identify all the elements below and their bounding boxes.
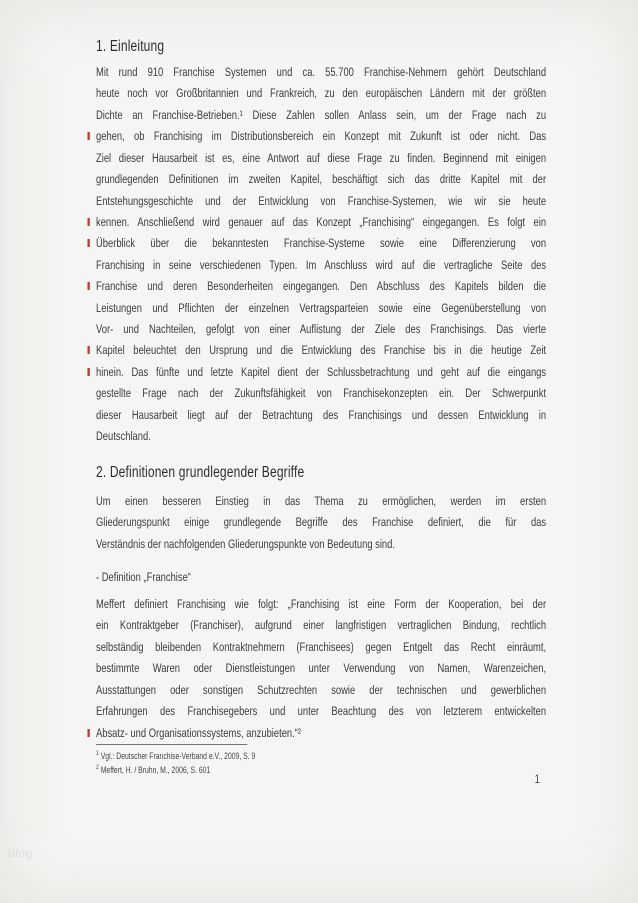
text-line: Leistungen und Pflichten der einzelnen Vertragsparteien sowie eine Gegenüberstellung von (96, 300, 547, 315)
text-line: heute noch vor Großbritannien und Frankreich, zu den europäischen Ländern mit der größten (96, 86, 547, 101)
page-number: 1 (534, 772, 540, 786)
text-line: Deutschland. (96, 429, 151, 444)
text-line: Franchising in seine verschiedenen Typen. Im Anschluss wird auf die vertragliche Seite des (96, 257, 547, 272)
text-line: Vor- und Nachteilen, gefolgt von einer Auflistung der Ziele des Franchisings. Das vierte (96, 322, 547, 337)
text-line: Erfahrungen des Franchisegebers und unter Beachtung des von letzterem entwickelten (96, 704, 547, 719)
text-line: Mit rund 910 Franchise Systemen und ca. 55.700 Franchise-Nehmern gehört Deutschland (96, 65, 547, 79)
footnote-2-number: 2 (96, 764, 99, 772)
page-content (96, 0, 546, 903)
text-line: Gliederungspunkt einige grundlegende Begriffe des Franchise definiert, die für das (96, 515, 547, 530)
text-line: Meffert definiert Franchising wie folgt: „Franchising ist eine Form der Kooperation, bei der (96, 597, 547, 611)
definition-label: - Definition „Franchise“ (96, 570, 191, 584)
footnote-1 (96, 748, 546, 762)
footnote-1-number: 1 (96, 750, 99, 757)
text-line: grundlegenden Definitionen im zweiten Kapitel, beschäftigt sich das dritte Kapitel mit der (96, 172, 547, 187)
definition-paragraph (96, 594, 546, 744)
section-1-heading: 1. Einleitung (96, 38, 165, 55)
footnote-2 (96, 762, 546, 776)
footnote-divider (96, 744, 247, 745)
text-line: Absatz- und Organisationssystems, anzubieten.“² (96, 723, 546, 744)
text-line: Ziel dieser Hausarbeit ist es, eine Antwort auf diese Frage zu finden. Beginnend mit einigen (96, 150, 547, 165)
text-line: selbständig bleibenden Kontraktnehmern (Franchisees) gegen Entgelt das Recht einräumt, (96, 639, 547, 654)
text-line: Verständnis der nachfolgenden Gliederungspunkte von Bedeutung sind. (96, 536, 395, 551)
text-line: Überblick über die bekanntesten Franchise-Systeme sowie eine Differenzierung von (96, 233, 546, 254)
section-2-heading: 2. Definitionen grundlegender Begriffe (96, 464, 305, 481)
footnote-1-text: Vgl.: Deutscher Franchise-Verband e.V., 2009, S. 9 (100, 750, 256, 761)
text-line: Entstehungsgeschichte und der Entwicklung von Franchise-Systemen, wie wir sie heute (96, 193, 547, 208)
text-line: Um einen besseren Einstieg in das Thema zu ermöglichen, werden im ersten (96, 494, 547, 508)
watermark: blog (8, 846, 33, 860)
text-line: Kapitel beleuchtet den Ursprung und die Entwicklung des Franchise bis in die heutige Zeit (96, 340, 546, 361)
text-line: dieser Hausarbeit liegt auf der Betrachtung des Franchisings und dessen Entwicklung in (96, 407, 547, 422)
section-2-paragraph (96, 491, 546, 555)
text-line: Dichte an Franchise-Betrieben.¹ Diese Zahlen sollen Anlass sein, um der Frage nach zu (96, 107, 547, 122)
footnote-2-text: Meffert, H. / Bruhn, M., 2006, S. 601 (100, 765, 211, 776)
text-line: Franchise und deren Besonderheiten eingegangen. Den Abschluss des Kapitels bilden die (96, 276, 546, 297)
text-line: gestellte Frage nach der Zukunftsfähigkeit von Franchisekonzepten ein. Der Schwerpunkt (96, 386, 547, 401)
section-1-paragraph (96, 62, 546, 448)
text-line: kennen. Anschließend wird genauer auf das Konzept „Franchising“ eingegangen. Es folgt ein (96, 212, 546, 233)
text-line: Ausstattungen oder sonstigen Schutzrechten sowie der technischen und gewerblichen (96, 682, 547, 697)
text-line: bestimmte Waren oder Dienstleistungen unter Verwendung von Namen, Warenzeichen, (96, 661, 547, 676)
text-line: gehen, ob Franchising im Distributionsbereich ein Konzept mit Zukunft ist oder nicht. Das (96, 126, 546, 147)
text-line: hinein. Das fünfte und letzte Kapitel dient der Schlussbetrachtung und geht auf die eingangs (96, 362, 546, 383)
footnotes (96, 748, 546, 776)
text-line: ein Kontraktgeber (Franchiser), aufgrund einer langfristigen vertraglichen Bindung, rechtlich (96, 618, 547, 633)
